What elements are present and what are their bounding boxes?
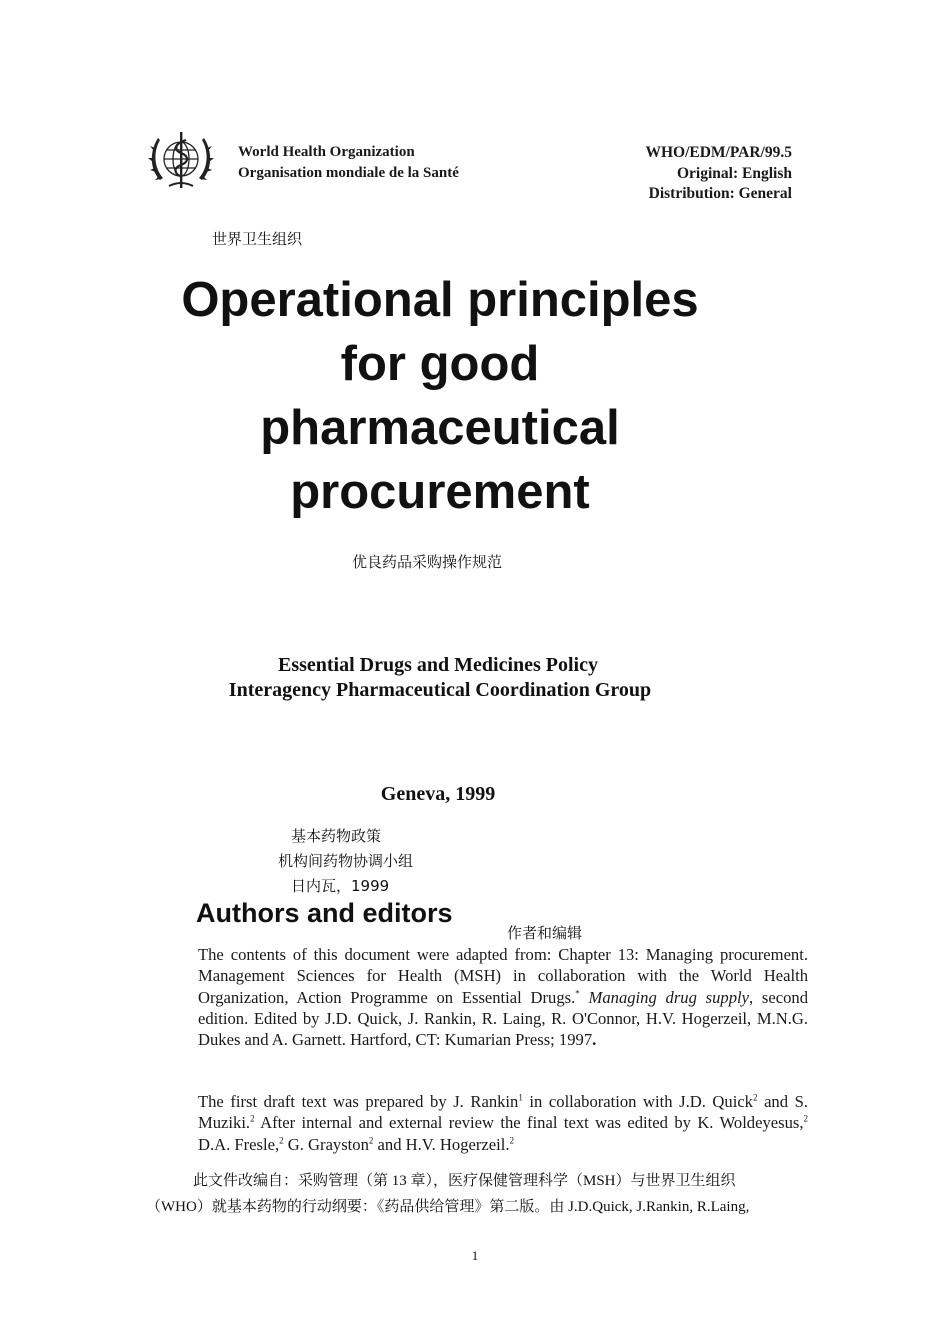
p2-text: in collaboration with J.D. Quick [522,1092,753,1111]
affiliation-marker: 2 [803,1113,808,1124]
org-name-fr: Organisation mondiale de la Santé [238,165,459,181]
authors-paragraph-1 [198,944,808,1050]
affiliation-marker: 2 [250,1113,255,1124]
p1-end: . [592,1030,597,1050]
p2-text: and S. Muziki. [198,1092,808,1133]
title-cn: 优良药品采购操作规范 [352,553,503,571]
affiliation-marker: 1 [518,1092,523,1103]
p2-text: and H.V. Hogerzeil. [373,1134,510,1154]
p2-text: G. Grayston [283,1134,369,1154]
distribution: Distribution: General [648,185,792,202]
book-title: Managing drug supply [588,987,749,1007]
group-cn-line-1: 基本药物政策 [291,827,382,845]
affiliation-marker: 2 [279,1135,284,1146]
group-cn-line-2: 机构间药物协调小组 [278,852,414,870]
document-title [100,268,780,524]
title-line-3: pharmaceutical [260,401,620,455]
authors-cn-line-2: （WHO）就基本药物的行动纲要：《药品供给管理》第二版。由 J.D.Quick, J.Rankin, R.Laing, [146,1199,750,1215]
title-line-4: procurement [290,465,590,519]
who-emblem-icon [146,128,216,192]
p1-text-a: The contents of this document were adapted from: Chapter 13: Managing procurement. Management Sciences for Health (MSH) in collaboration with the World Health Organization, Action Programme on Essential Drugs. [198,945,808,1007]
affiliation-marker: 2 [368,1135,374,1146]
affiliation-marker: 2 [752,1092,758,1103]
authors-cn-line-1: 此文件改编自：采购管理（第 13 章），医疗保健管理科学（MSH）与世界卫生组织 [193,1173,736,1189]
p2-text: D.A. Fresle, [198,1134,280,1154]
original-language: Original: English [677,165,792,182]
org-name-cn: 世界卫生组织 [212,230,303,248]
authors-heading: Authors and editors [196,898,453,928]
p1-text-b: , second edition. Edited by J.D. Quick, J. Rankin, R. Laing, R. O'Connor, H.V. Hogerzeil, M.N.G. Dukes and A. Garnett. Hartford, CT: Kumarian Press; 1997 [198,987,808,1050]
group-cn-line-3: 日内瓦，1999 [291,877,390,895]
place-date: Geneva, 1999 [380,783,496,805]
p2-text: After internal and external review the final text was edited by K. Woldeyesus, [254,1113,804,1133]
group-line-2: Interagency Pharmaceutical Coordination Group [228,679,652,701]
p2-text: The first draft text was prepared by J. Rankin [198,1092,519,1111]
title-line-1: Operational principles [181,273,699,327]
title-line-2: for good [340,337,540,391]
authors-paragraph-2 [198,1091,808,1155]
authors-heading-cn: 作者和编辑 [507,924,583,942]
page-number: 1 [471,1248,479,1263]
document-code: WHO/EDM/PAR/99.5 [645,144,792,161]
affiliation-marker: 2 [509,1135,514,1146]
footnote-marker: * [575,988,580,999]
group-line-1: Essential Drugs and Medicines Policy [277,654,598,676]
org-name-en: World Health Organization [238,144,415,160]
